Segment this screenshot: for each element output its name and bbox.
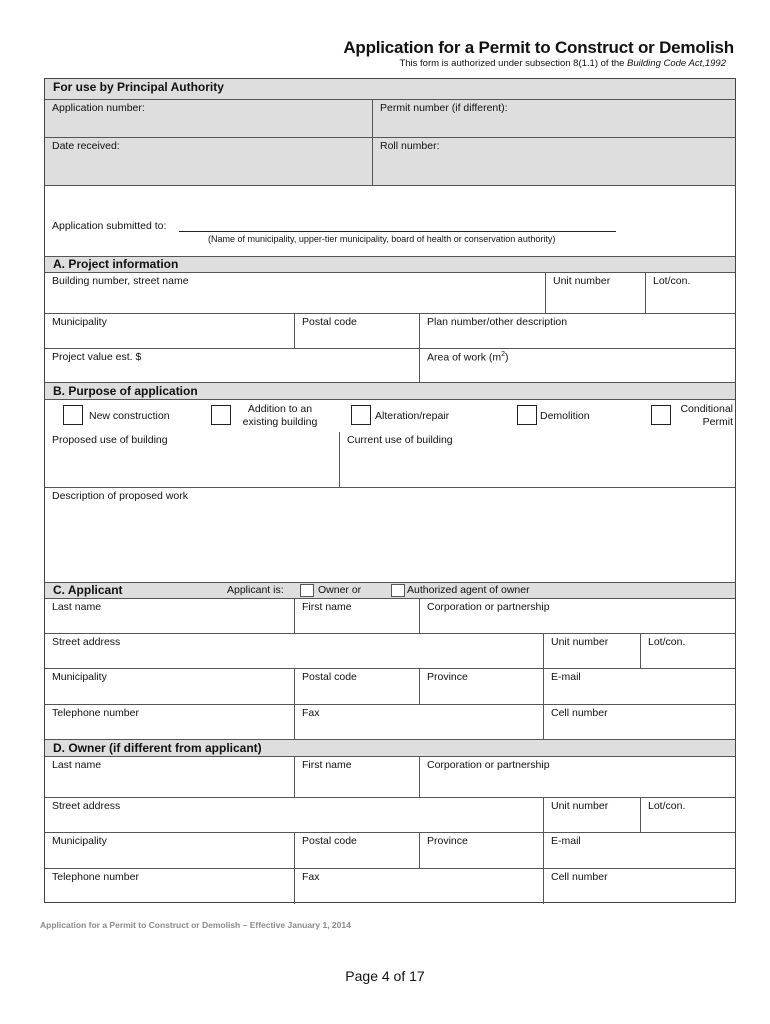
- subtitle-prefix: This form is authorized under subsection 8(1.1) of the: [399, 58, 628, 69]
- a-lot-con-field[interactable]: [645, 273, 737, 313]
- d-first-name-field[interactable]: [294, 757, 419, 797]
- d-street-address-label: Street address: [52, 800, 121, 812]
- c-first-name-label: First name: [302, 601, 352, 613]
- c-postal-code-field[interactable]: [294, 669, 419, 704]
- a-municipality-field[interactable]: [45, 314, 294, 348]
- addition-label-line2: existing building: [242, 416, 318, 428]
- building-number-field[interactable]: [45, 273, 545, 313]
- c-fax-field[interactable]: [294, 705, 543, 739]
- d-province-field[interactable]: [419, 833, 543, 868]
- section-a-heading: A. Project information: [45, 257, 735, 273]
- project-value-field[interactable]: [45, 349, 419, 382]
- alteration-checkbox[interactable]: [351, 405, 371, 425]
- demolition-checkbox[interactable]: [517, 405, 537, 425]
- form-title: Application for a Permit to Construct or Demolish: [343, 38, 734, 57]
- c-unit-number-field[interactable]: [543, 634, 640, 668]
- a-municipality-label: Municipality: [52, 316, 107, 328]
- d-unit-number-field[interactable]: [543, 798, 640, 832]
- area-superscript: 2: [501, 351, 506, 358]
- c-email-field[interactable]: [543, 669, 737, 704]
- a-postal-code-label: Postal code: [302, 316, 357, 328]
- plan-number-field[interactable]: [419, 314, 737, 348]
- application-number-label: Application number:: [52, 102, 145, 114]
- current-use-field[interactable]: [339, 432, 737, 487]
- conditional-label-line2: Permit: [702, 416, 733, 428]
- c-corporation-label: Corporation or partnership: [427, 601, 550, 613]
- form-subtitle: [399, 58, 726, 69]
- d-email-label: E-mail: [551, 835, 581, 847]
- d-last-name-label: Last name: [52, 759, 102, 771]
- d-phone-row: [45, 869, 735, 904]
- c-street-address-label: Street address: [52, 636, 121, 648]
- date-received-label: Date received:: [52, 140, 120, 152]
- project-value-label: Project value est. $: [52, 351, 142, 363]
- description-label: Description of proposed work: [52, 490, 188, 502]
- principal-authority-heading: For use by Principal Authority: [45, 79, 735, 100]
- pa-row-2: [45, 138, 735, 186]
- d-cell-field[interactable]: [543, 869, 737, 904]
- section-d-heading: D. Owner (if different from applicant): [45, 740, 735, 757]
- c-street-address-field[interactable]: [45, 634, 543, 668]
- demolition-label: Demolition: [540, 410, 590, 422]
- d-last-name-field[interactable]: [45, 757, 294, 797]
- c-fax-label: Fax: [302, 707, 320, 719]
- section-b-heading: B. Purpose of application: [45, 383, 735, 400]
- permit-form: [44, 78, 736, 903]
- c-municipality-field[interactable]: [45, 669, 294, 704]
- c-municipality-label: Municipality: [52, 671, 107, 683]
- new-construction-checkbox[interactable]: [63, 405, 83, 425]
- d-address-row: [45, 798, 735, 833]
- c-email-label: E-mail: [551, 671, 581, 683]
- a-lot-con-label: Lot/con.: [653, 275, 691, 287]
- c-cell-label: Cell number: [551, 707, 608, 719]
- submitted-to-line[interactable]: [179, 231, 616, 232]
- conditional-label-line1: Conditional: [680, 403, 733, 415]
- d-unit-number-label: Unit number: [551, 800, 609, 812]
- roll-number-field[interactable]: [372, 138, 737, 185]
- authorized-agent-label: Authorized agent of owner: [407, 584, 530, 596]
- proposed-use-label: Proposed use of building: [52, 434, 168, 446]
- addition-label: [235, 403, 325, 429]
- roll-number-label: Roll number:: [380, 140, 440, 152]
- section-c-heading: C. Applicant: [53, 583, 123, 597]
- page-number: Page 4 of 17: [345, 968, 425, 984]
- c-telephone-field[interactable]: [45, 705, 294, 739]
- submitted-to-row: [45, 186, 735, 257]
- area-of-work-label: Area of work (m: [427, 351, 502, 364]
- section-c-heading-row: [45, 583, 735, 599]
- c-location-row: [45, 669, 735, 705]
- c-unit-number-label: Unit number: [551, 636, 609, 648]
- d-municipality-field[interactable]: [45, 833, 294, 868]
- conditional-permit-checkbox[interactable]: [651, 405, 671, 425]
- a-row-3: [45, 349, 735, 383]
- c-province-label: Province: [427, 671, 468, 683]
- d-street-address-field[interactable]: [45, 798, 543, 832]
- description-field[interactable]: [45, 488, 737, 582]
- d-province-label: Province: [427, 835, 468, 847]
- d-municipality-label: Municipality: [52, 835, 107, 847]
- proposed-use-field[interactable]: [45, 432, 339, 487]
- c-last-name-field[interactable]: [45, 599, 294, 633]
- d-telephone-label: Telephone number: [52, 871, 139, 883]
- c-address-row: [45, 634, 735, 669]
- owner-or-label: Owner or: [318, 584, 362, 596]
- d-fax-label: Fax: [302, 871, 320, 883]
- area-close: ): [505, 351, 509, 364]
- subtitle-act: Building Code Act,1992: [627, 58, 726, 69]
- agent-checkbox[interactable]: [391, 584, 405, 597]
- b-use-row: [45, 432, 735, 488]
- applicant-is-label: Applicant is:: [227, 584, 284, 596]
- c-lot-con-label: Lot/con.: [648, 636, 686, 648]
- c-lot-con-field[interactable]: [640, 634, 737, 668]
- application-number-field[interactable]: [45, 100, 372, 137]
- description-row: [45, 488, 735, 583]
- d-lot-con-label: Lot/con.: [648, 800, 686, 812]
- date-received-field[interactable]: [45, 138, 372, 185]
- c-phone-row: [45, 705, 735, 740]
- d-email-field[interactable]: [543, 833, 737, 868]
- d-corporation-field[interactable]: [419, 757, 737, 797]
- d-postal-code-label: Postal code: [302, 835, 357, 847]
- addition-label-line1: Addition to an: [247, 403, 313, 415]
- d-postal-code-field[interactable]: [294, 833, 419, 868]
- c-name-row: [45, 599, 735, 634]
- current-use-label: Current use of building: [347, 434, 453, 446]
- new-construction-label: New construction: [89, 410, 170, 422]
- d-corporation-label: Corporation or partnership: [427, 759, 550, 771]
- d-name-row: [45, 757, 735, 798]
- d-fax-field[interactable]: [294, 869, 543, 904]
- c-telephone-label: Telephone number: [52, 707, 139, 719]
- c-corporation-field[interactable]: [419, 599, 737, 633]
- a-row-1: [45, 273, 735, 314]
- d-cell-label: Cell number: [551, 871, 608, 883]
- submitted-to-label: Application submitted to:: [52, 220, 167, 232]
- d-first-name-label: First name: [302, 759, 352, 771]
- footer-note: Application for a Permit to Construct or Demolish – Effective January 1, 2014: [40, 920, 351, 930]
- c-last-name-label: Last name: [52, 601, 102, 613]
- a-unit-number-label: Unit number: [553, 275, 611, 287]
- c-province-field[interactable]: [419, 669, 543, 704]
- pa-row-1: [45, 100, 735, 138]
- a-postal-code-field[interactable]: [294, 314, 419, 348]
- c-cell-field[interactable]: [543, 705, 737, 739]
- c-first-name-field[interactable]: [294, 599, 419, 633]
- a-row-2: [45, 314, 735, 349]
- purpose-options-row: [45, 400, 735, 432]
- addition-checkbox[interactable]: [211, 405, 231, 425]
- area-of-work-field[interactable]: [419, 349, 737, 382]
- submitted-to-note: (Name of municipality, upper-tier municipality, board of health or conservation authority): [208, 234, 556, 244]
- permit-number-field[interactable]: [372, 100, 737, 137]
- d-location-row: [45, 833, 735, 869]
- plan-number-label: Plan number/other description: [427, 316, 568, 328]
- alteration-label: Alteration/repair: [375, 410, 450, 422]
- conditional-permit-label: [673, 403, 733, 429]
- c-postal-code-label: Postal code: [302, 671, 357, 683]
- building-number-label: Building number, street name: [52, 275, 189, 287]
- permit-number-label: Permit number (if different):: [380, 102, 508, 114]
- d-telephone-field[interactable]: [45, 869, 294, 904]
- owner-checkbox[interactable]: [300, 584, 314, 597]
- a-unit-number-field[interactable]: [545, 273, 645, 313]
- d-lot-con-field[interactable]: [640, 798, 737, 832]
